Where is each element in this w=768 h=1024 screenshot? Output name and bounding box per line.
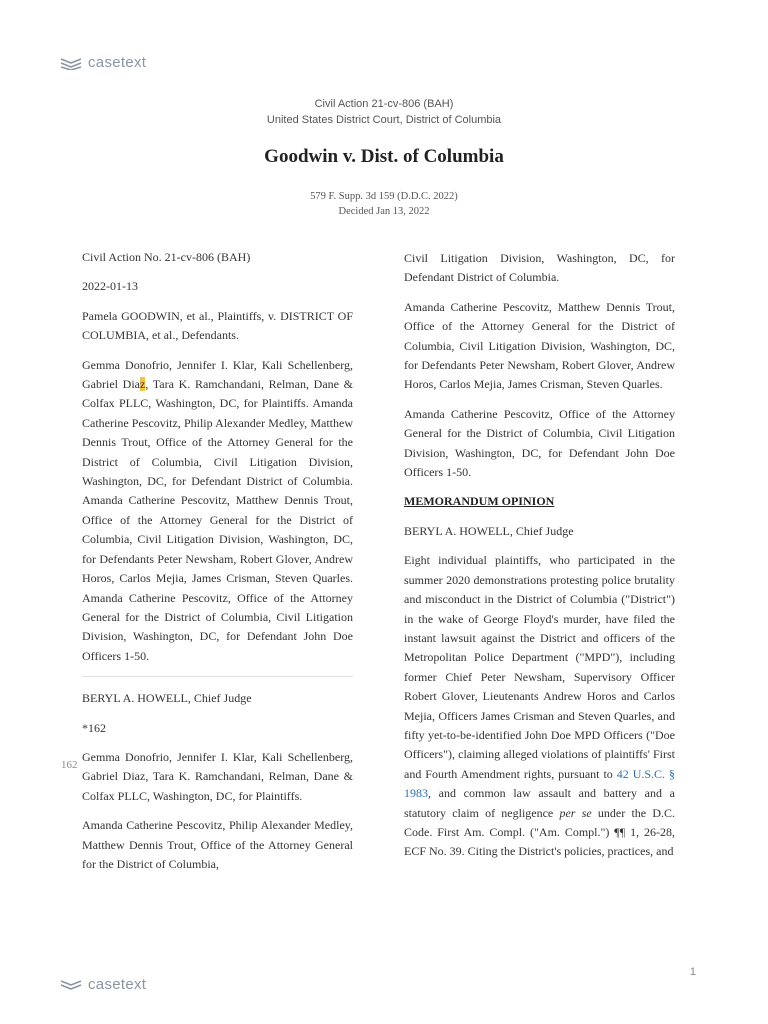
judge-name: BERYL A. HOWELL, Chief Judge [82,691,252,706]
defendants-counsel: Amanda Catherine Pescovitz, Matthew Dennis Trout, Office of the Attorney General for the District of Columbia, Civil Litigation Division, Washington, DC, for Defendants Peter Newsham, Robert Glover, Andrew Horos, Carlos Mejia, James Crisman, Steven Quarles. [404,299,675,392]
search-highlight: z [140,377,146,392]
counsel-text-start: Gemma Donofrio, Jennifer I. Klar, Kali Schellenberg, Gabriel Dia [82,357,353,392]
parties-caption: Pamela GOODWIN, et al., Plaintiffs, v. DISTRICT OF COLUMBIA, et al., Defendants. [82,308,353,343]
memorandum-opinion-heading: MEMORANDUM OPINION [404,494,555,509]
opinion-judge: BERYL A. HOWELL, Chief Judge [404,523,574,538]
opinion-text-start: Eight individual plaintiffs, who participated in the summer 2020 demonstrations protesting police brutality and misconduct in the District of Columbia ("District") in the wake of George Floyd's murder, have filed the instant lawsuit against the District and officers of the Metropolitan Police Department ("MPD"), including former Chief Peter Newsham, Supervisory Officer Robert Glover, Lieutenants Andrew Horos and Carlos Mejia, Officers James Crisman and Steven Quarles, and fifty yet-to-be-identified John Doe MPD Officers ("Doe Officers"), claiming alleged violations of plaintiffs' First and Fourth Amendment rights, pursuant to [404,553,675,781]
casetext-footer-logo[interactable] [60,976,146,993]
counsel-block [82,356,353,667]
opinion-italic: per se [559,805,592,820]
defendant-counsel: Amanda Catherine Pescovitz, Philip Alexander Medley, Matthew Dennis Trout, Office of the Attorney General for the District of Columbia, [82,818,353,871]
statute-link[interactable]: 42 U.S.C. § 1983 [404,766,676,801]
decided-date: Decided Jan 13, 2022 [338,206,430,217]
counsel-text-rest: , Tara K. Ramchandani, Relman, Dane & Colfax PLLC, Washington, DC, for Plaintiffs. Amanda Catherine Pescovitz, Philip Alexander Medley, Matthew Dennis Trout, Office of the Attorney General for the District of Columbia, Civil Litigation Division, Washington, DC, for Defendant District of Columbia. Amanda Catherine Pescovitz, Matthew Dennis Trout, Office of the Attorney General for the District of Columbia, Civil Litigation Division, Washington, DC, for Defendants Peter Newsham, Robert Glover, Andrew Horos, Carlos Mejia, James Crisman, Steven Quarles. Amanda Catherine Pescovitz, Office of the Attorney General for the District of Columbia, Civil Litigation Division, Washington, DC, for Defendant John Doe Officers 1-50. [82,377,353,663]
opinion-date: 2022-01-13 [82,279,138,294]
plaintiffs-counsel: Gemma Donofrio, Jennifer I. Klar, Kali Schellenberg, Gabriel Diaz, Tara K. Ramchandani, Relman, Dane & Colfax PLLC, Washington, DC, for Plaintiffs. [82,749,353,803]
case-title: Goodwin v. Dist. of Columbia [264,146,504,167]
counsel-continued: Civil Litigation Division, Washington, DC, for Defendant District of Columbia. [404,251,675,285]
civil-action-number: Civil Action No. 21-cv-806 (BAH) [82,250,251,264]
casetext-logo[interactable] [60,54,146,71]
court-name: United States District Court, District of Columbia [266,114,502,126]
right-column [404,249,675,872]
casetext-footer-logo-text: casetext [88,976,147,993]
casetext-logo-icon [60,56,82,70]
page-marker: 162 [61,759,78,771]
doe-officers-counsel: Amanda Catherine Pescovitz, Office of the Attorney General for the District of Columbia, Civil Litigation Division, Washington, DC, for Defendant John Doe Officers 1-50. [404,406,675,480]
opinion-text-end: under the D.C. Code. First Am. Compl. ("Am. Compl.") ¶¶ 1, 26-28, ECF No. 39. Citing the District's policies, practices, and [404,805,675,859]
section-divider [82,676,353,677]
casetext-footer-logo-icon [60,978,82,992]
opinion-text-mid: , and common law assault and battery and a statutory claim of negligence [404,786,675,820]
star-page: *162 [82,720,106,735]
left-column [82,248,353,884]
opinion-body [404,551,675,862]
case-citation: 579 F. Supp. 3d 159 (D.D.C. 2022) [310,191,458,202]
casetext-logo-text: casetext [88,54,147,71]
case-number: Civil Action 21-cv-806 (BAH) [314,98,454,110]
page-number: 1 [689,966,696,978]
